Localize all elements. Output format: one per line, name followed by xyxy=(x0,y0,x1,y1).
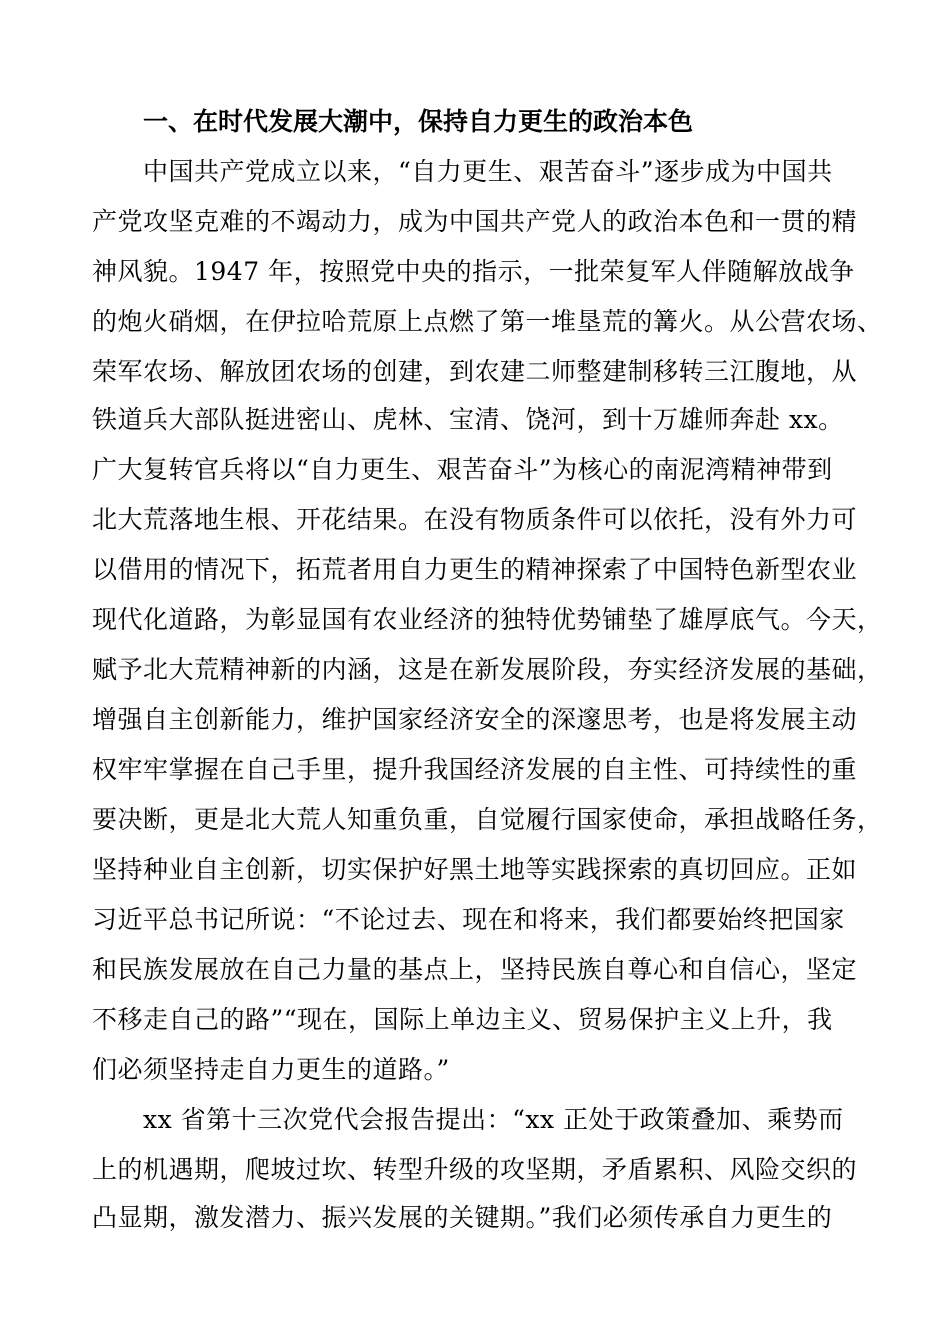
paragraph-line: 北大荒落地生根、开花结果。在没有物质条件可以依托，没有外力可 xyxy=(92,505,858,534)
paragraph-line: 不移走自己的路”“现在，国际上单边主义、贸易保护主义上升，我 xyxy=(92,1005,833,1034)
paragraph-line: xx 省第十三次党代会报告提出：“xx 正处于政策叠加、乘势而 xyxy=(143,1105,844,1134)
paragraph-line: 神风貌。1947 年，按照党中央的指示，一批荣复军人伴随解放战争 xyxy=(92,257,855,286)
paragraph-line: 要决断，更是北大荒人知重负重，自觉履行国家使命，承担战略任务， xyxy=(92,805,883,834)
section-heading: 一、在时代发展大潮中，保持自力更生的政治本色 xyxy=(143,107,694,136)
paragraph-line: 凸显期，激发潜力、振兴发展的关键期。”我们必须传承自力更生的 xyxy=(92,1203,833,1232)
paragraph-line: 中国共产党成立以来，“自力更生、艰苦奋斗”逐步成为中国共 xyxy=(143,157,833,186)
paragraph-line: 产党攻坚克难的不竭动力，成为中国共产党人的政治本色和一贯的精 xyxy=(92,207,858,236)
paragraph-line: 荣军农场、解放团农场的创建，到农建二师整建制移转三江腹地，从 xyxy=(92,357,858,386)
paragraph-line: 们必须坚持走自力更生的道路。” xyxy=(92,1055,450,1084)
paragraph-line: 现代化道路，为彰显国有农业经济的独特优势铺垫了雄厚底气。今天， xyxy=(92,605,883,634)
paragraph-line: 和民族发展放在自己力量的基点上，坚持民族自尊心和自信心，坚定 xyxy=(92,955,858,984)
paragraph-line: 增强自主创新能力，维护国家经济安全的深邃思考，也是将发展主动 xyxy=(92,705,858,734)
paragraph-line: 以借用的情况下，拓荒者用自力更生的精神探索了中国特色新型农业 xyxy=(92,555,858,584)
paragraph-line: 铁道兵大部队挺进密山、虎林、宝清、饶河，到十万雄师奔赴 xx。 xyxy=(92,405,844,434)
paragraph-line: 习近平总书记所说：“不论过去、现在和将来，我们都要始终把国家 xyxy=(92,905,845,934)
paragraph-line: 权牢牢掌握在自己手里，提升我国经济发展的自主性、可持续性的重 xyxy=(92,755,858,784)
paragraph-line: 广大复转官兵将以“自力更生、艰苦奋斗”为核心的南泥湾精神带到 xyxy=(92,455,833,484)
paragraph-line: 赋予北大荒精神新的内涵，这是在新发展阶段，夯实经济发展的基础， xyxy=(92,655,883,684)
paragraph-line: 坚持种业自主创新，切实保护好黑土地等实践探索的真切回应。正如 xyxy=(92,855,858,884)
paragraph-line: 的炮火硝烟，在伊拉哈荒原上点燃了第一堆垦荒的篝火。从公营农场、 xyxy=(92,307,883,336)
paragraph-line: 上的机遇期，爬坡过坎、转型升级的攻坚期，矛盾累积、风险交织的 xyxy=(92,1155,858,1184)
